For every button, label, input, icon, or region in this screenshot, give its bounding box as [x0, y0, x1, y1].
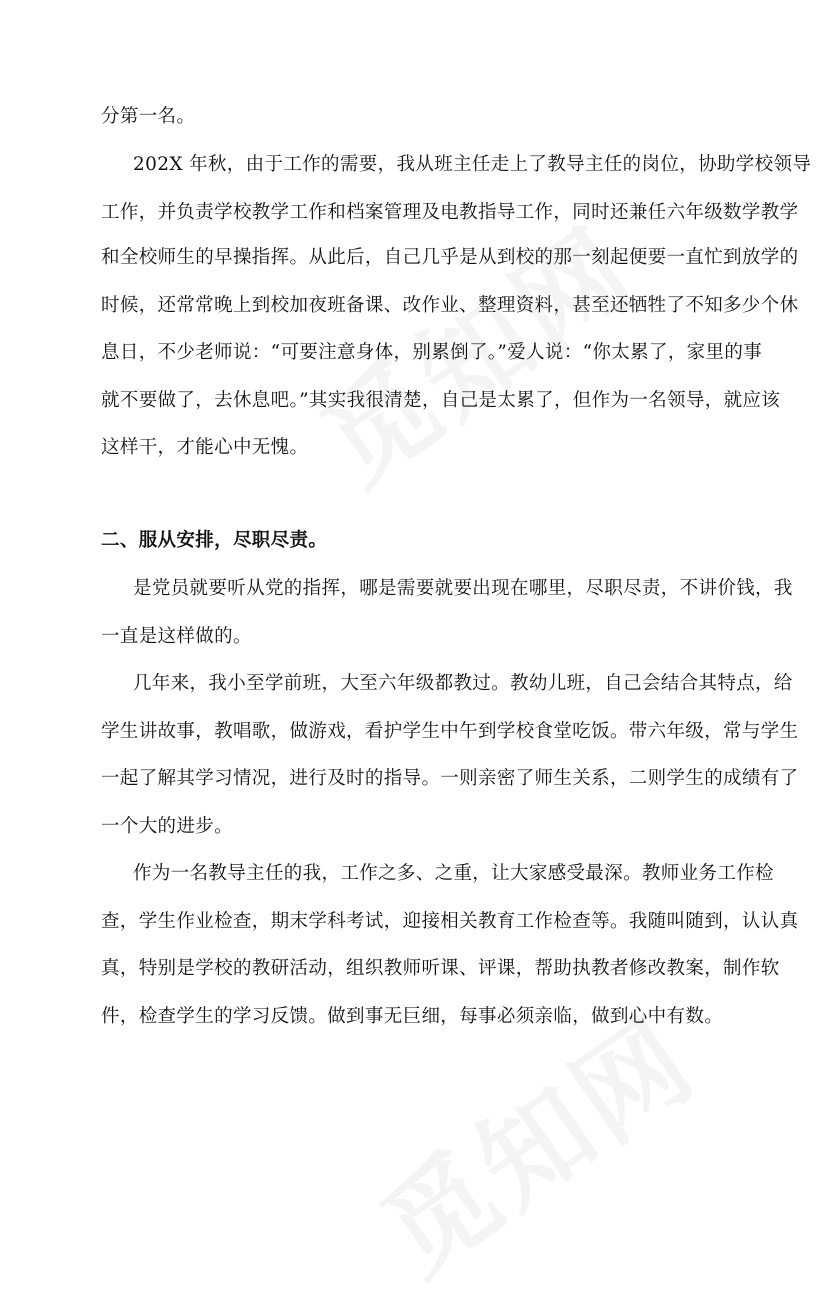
- section-heading: 二、服从安排，尽职尽责。: [101, 530, 328, 551]
- paragraph-line: 就不要做了，去休息吧。”其实我很清楚，自己是太累了，但作为一名领导，就应该: [101, 390, 781, 411]
- paragraph-line: 作为一名教导主任的我，工作之多、之重，让大家感受最深。教师业务工作检: [133, 863, 774, 884]
- paragraph-line: 息日，不少老师说：“可要注意身体，别累倒了。”爱人说：“你太累了，家里的事: [101, 342, 763, 363]
- paragraph-line: 几年来，我小至学前班，大至六年级都教过。教幼儿班，自己会结合其特点，给: [133, 673, 793, 694]
- paragraph-line: 工作，并负责学校教学工作和档案管理及电教指导工作，同时还兼任六年级数学教学: [101, 202, 799, 223]
- paragraph-line: 和全校师生的早操指挥。从此后，自己几乎是从到校的那一刻起便要一直忙到放学的: [101, 247, 799, 268]
- paragraph-line: 一直是这样做的。: [101, 626, 252, 647]
- paragraph-line: 分第一名。: [101, 106, 196, 127]
- paragraph-line: 一起了解其学习情况，进行及时的指导。一则亲密了师生关系，二则学生的成绩有了: [101, 768, 799, 789]
- paragraph-line: 时候，还常常晚上到校加夜班备课、改作业、整理资料，甚至还牺牲了不知多少个休: [101, 295, 799, 316]
- paragraph-line: 一个大的进步。: [101, 816, 233, 837]
- paragraph-line: 真，特别是学校的教研活动，组织教师听课、评课，帮助执教者修改教案，制作软: [101, 958, 780, 979]
- paragraph-line: 学生讲故事，教唱歌，做游戏，看护学生中午到学校食堂吃饭。带六年级，常与学生: [101, 721, 799, 742]
- paragraph-line: 202X 年秋，由于工作的需要，我从班主任走上了教导主任的岗位，协助学校领导: [133, 154, 812, 175]
- paragraph-line: 件，检查学生的学习反馈。做到事无巨细，每事必须亲临，做到心中有数。: [101, 1006, 724, 1027]
- paragraph-line: 是党员就要听从党的指挥，哪是需要就要出现在哪里，尽职尽责，不讲价钱，我: [133, 578, 793, 599]
- paragraph-line: 查，学生作业检查，期末学科考试，迎接相关教育工作检查等。我随叫随到，认认真: [101, 911, 799, 932]
- paragraph-line: 这样干，才能心中无愧。: [101, 437, 309, 458]
